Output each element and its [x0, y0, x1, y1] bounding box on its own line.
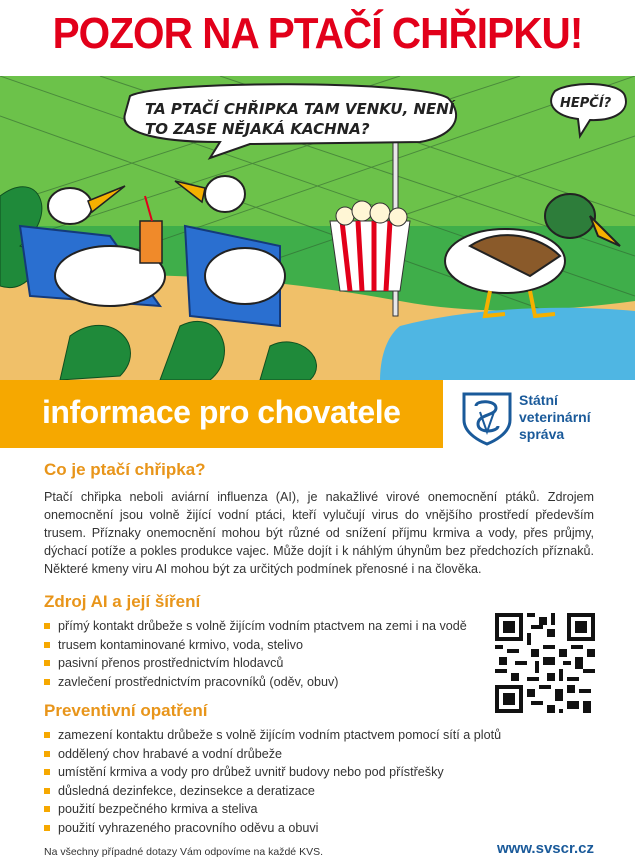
logo-text	[519, 392, 591, 443]
banner-text: informace pro chovatele	[42, 394, 401, 430]
section-heading-what-is: Co je ptačí chřipka?	[44, 460, 206, 479]
list-item: použití bezpečného krmiva a steliva	[44, 800, 501, 819]
logo-line-3: správa	[519, 426, 565, 442]
list-item: trusem kontaminované krmivo, voda, stelivo	[44, 636, 467, 655]
list-item: důsledná dezinfekce, dezinsekce a deratizace	[44, 782, 501, 801]
qr-code[interactable]	[495, 613, 595, 713]
list-item: zamezení kontaktu drůbeže s volně žijícím vodním ptactvem pomocí sítí a plotů	[44, 726, 501, 745]
speech-bubble-right: HEPČÍ?	[560, 96, 612, 111]
speech-bubble-left-line2: TO ZASE NĚJAKÁ KACHNA?	[145, 120, 370, 138]
list-item: použití vyhrazeného pracovního oděvu a obuvi	[44, 819, 501, 838]
speech-bubble-left-line1: TA PTAČÍ CHŘIPKA TAM VENKU, NENÍ	[145, 100, 455, 118]
list-item: pasivní přenos prostřednictvím hlodavců	[44, 654, 467, 673]
source-list	[44, 617, 467, 691]
section-paragraph-what-is: Ptačí chřipka neboli aviární influenza (AI), je nakažlivé virové onemocnění ptáků. Zdrojem onemocnění jsou volně žijící vodní ptáci, kteří vylučují virus do vnějšího prostředí především trusem. Příznaky onemocnění mohou být různé od snížení příjmu krmiva a vody, přes průjmy, dýchací potíže a pokles produkce vajec. Může dojít i k náhlým úhynům bez předchozích příznaků. Některé kmeny viru AI mohou být za určitých podmínek přenosné i na člověka.	[44, 490, 594, 576]
logo-line-1: Státní	[519, 392, 558, 408]
website-link[interactable]: www.svscr.cz	[496, 840, 594, 857]
section-heading-source: Zdroj AI a její šíření	[44, 592, 201, 611]
list-item: zavlečení prostřednictvím pracovníků (oděv, obuv)	[44, 673, 467, 692]
section-heading-prevention: Preventivní opatření	[44, 701, 208, 720]
poster-title: POZOR NA PTAČÍ CHŘIPKU!	[52, 9, 583, 58]
list-item: oddělený chov hrabavé a vodní drůbeže	[44, 745, 501, 764]
prevention-list	[44, 726, 501, 837]
list-item: umístění krmiva a vody pro drůbež uvnitř budovy nebo pod přístřešky	[44, 763, 501, 782]
list-item: přímý kontakt drůbeže s volně žijícím vodním ptactvem na zemi i na vodě	[44, 617, 467, 636]
logo-line-2: veterinární	[519, 409, 591, 425]
cartoon-illustration	[0, 76, 635, 380]
footer-note: Na všechny případné dotazy Vám odpovíme na každé KVS.	[44, 846, 323, 858]
